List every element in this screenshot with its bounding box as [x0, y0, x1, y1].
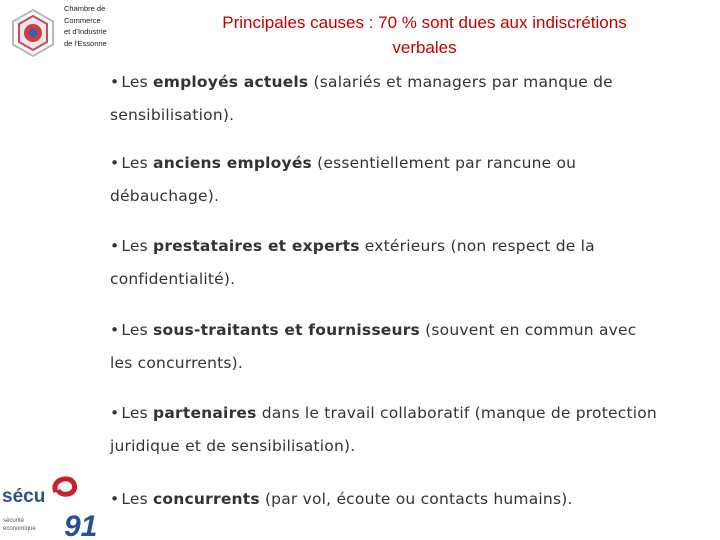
- item-prefix: Les: [121, 154, 154, 172]
- item-keyword: concurrents: [153, 490, 260, 508]
- bullet-icon: •: [110, 404, 120, 422]
- logo-tagline-2: économique: [3, 526, 36, 532]
- bullet-icon: •: [110, 73, 120, 91]
- logo-number: 91: [64, 510, 98, 540]
- list-item-line-2: les concurrents).: [110, 354, 244, 372]
- bullet-icon: •: [110, 490, 120, 508]
- cci-line-4: de l'Essonne: [64, 38, 107, 48]
- item-detail: (par vol, écoute ou contacts humains).: [259, 490, 573, 508]
- secu-word: sécu: [2, 486, 46, 507]
- list-item-line-2: débauchage).: [110, 187, 220, 205]
- list-item-line-1: [110, 397, 657, 430]
- list-item-prestataires: [110, 230, 595, 296]
- item-keyword: partenaires: [153, 404, 257, 422]
- item-detail: (essentiellement par rancune ou: [311, 154, 577, 172]
- list-item-partenaires: [110, 397, 657, 463]
- list-item-line-1: [110, 483, 573, 516]
- list-item-line-1: [110, 66, 613, 99]
- list-item-line-2: confidentialité).: [110, 270, 236, 288]
- secu91-logo: [0, 470, 110, 540]
- item-keyword: sous-traitants et fournisseurs: [153, 321, 420, 339]
- item-detail: (salariés et managers par manque de: [308, 73, 613, 91]
- logo-e-swirl-icon: [55, 479, 75, 494]
- bullet-icon: •: [110, 237, 120, 255]
- list-item-line-1: [110, 147, 576, 180]
- cci-organization-name: [64, 3, 126, 49]
- item-prefix: Les: [121, 321, 154, 339]
- item-keyword: anciens employés: [153, 154, 312, 172]
- item-prefix: Les: [121, 237, 154, 255]
- cci-line-1: Chambre de: [64, 4, 106, 13]
- list-item-line-1: [110, 230, 595, 263]
- list-item-concurrents: [110, 483, 573, 516]
- list-item-line-2: juridique et de sensibilisation).: [110, 437, 356, 455]
- bullet-icon: •: [110, 321, 120, 339]
- cci-line-2: Commerce: [64, 15, 101, 25]
- slide-title: [152, 10, 697, 60]
- list-item-anciens-employes: [110, 147, 576, 213]
- item-prefix: Les: [121, 404, 154, 422]
- slide-title-line-1: Principales causes : 70 % sont dues aux indiscrétions: [222, 13, 627, 32]
- logo-tagline-1: sécurité: [3, 518, 25, 524]
- item-prefix: Les: [121, 490, 154, 508]
- bullet-icon: •: [110, 154, 120, 172]
- list-item-line-1: [110, 314, 636, 347]
- list-item-sous-traitants: [110, 314, 636, 380]
- slide-title-line-2: verbales: [392, 38, 457, 57]
- cci-essonne-logo: [0, 0, 125, 66]
- item-detail: dans le travail collaboratif (manque de protection: [256, 404, 657, 422]
- item-prefix: Les: [121, 73, 154, 91]
- item-detail: extérieurs (non respect de la: [359, 237, 595, 255]
- item-keyword: employés actuels: [153, 73, 309, 91]
- item-detail: (souvent en commun avec: [419, 321, 637, 339]
- list-item-employes-actuels: [110, 66, 613, 132]
- cci-line-3: et d'Industrie: [64, 27, 107, 36]
- list-item-line-2: sensibilisation).: [110, 106, 235, 124]
- item-keyword: prestataires et experts: [153, 237, 360, 255]
- cci-hexagon-icon: [8, 8, 58, 58]
